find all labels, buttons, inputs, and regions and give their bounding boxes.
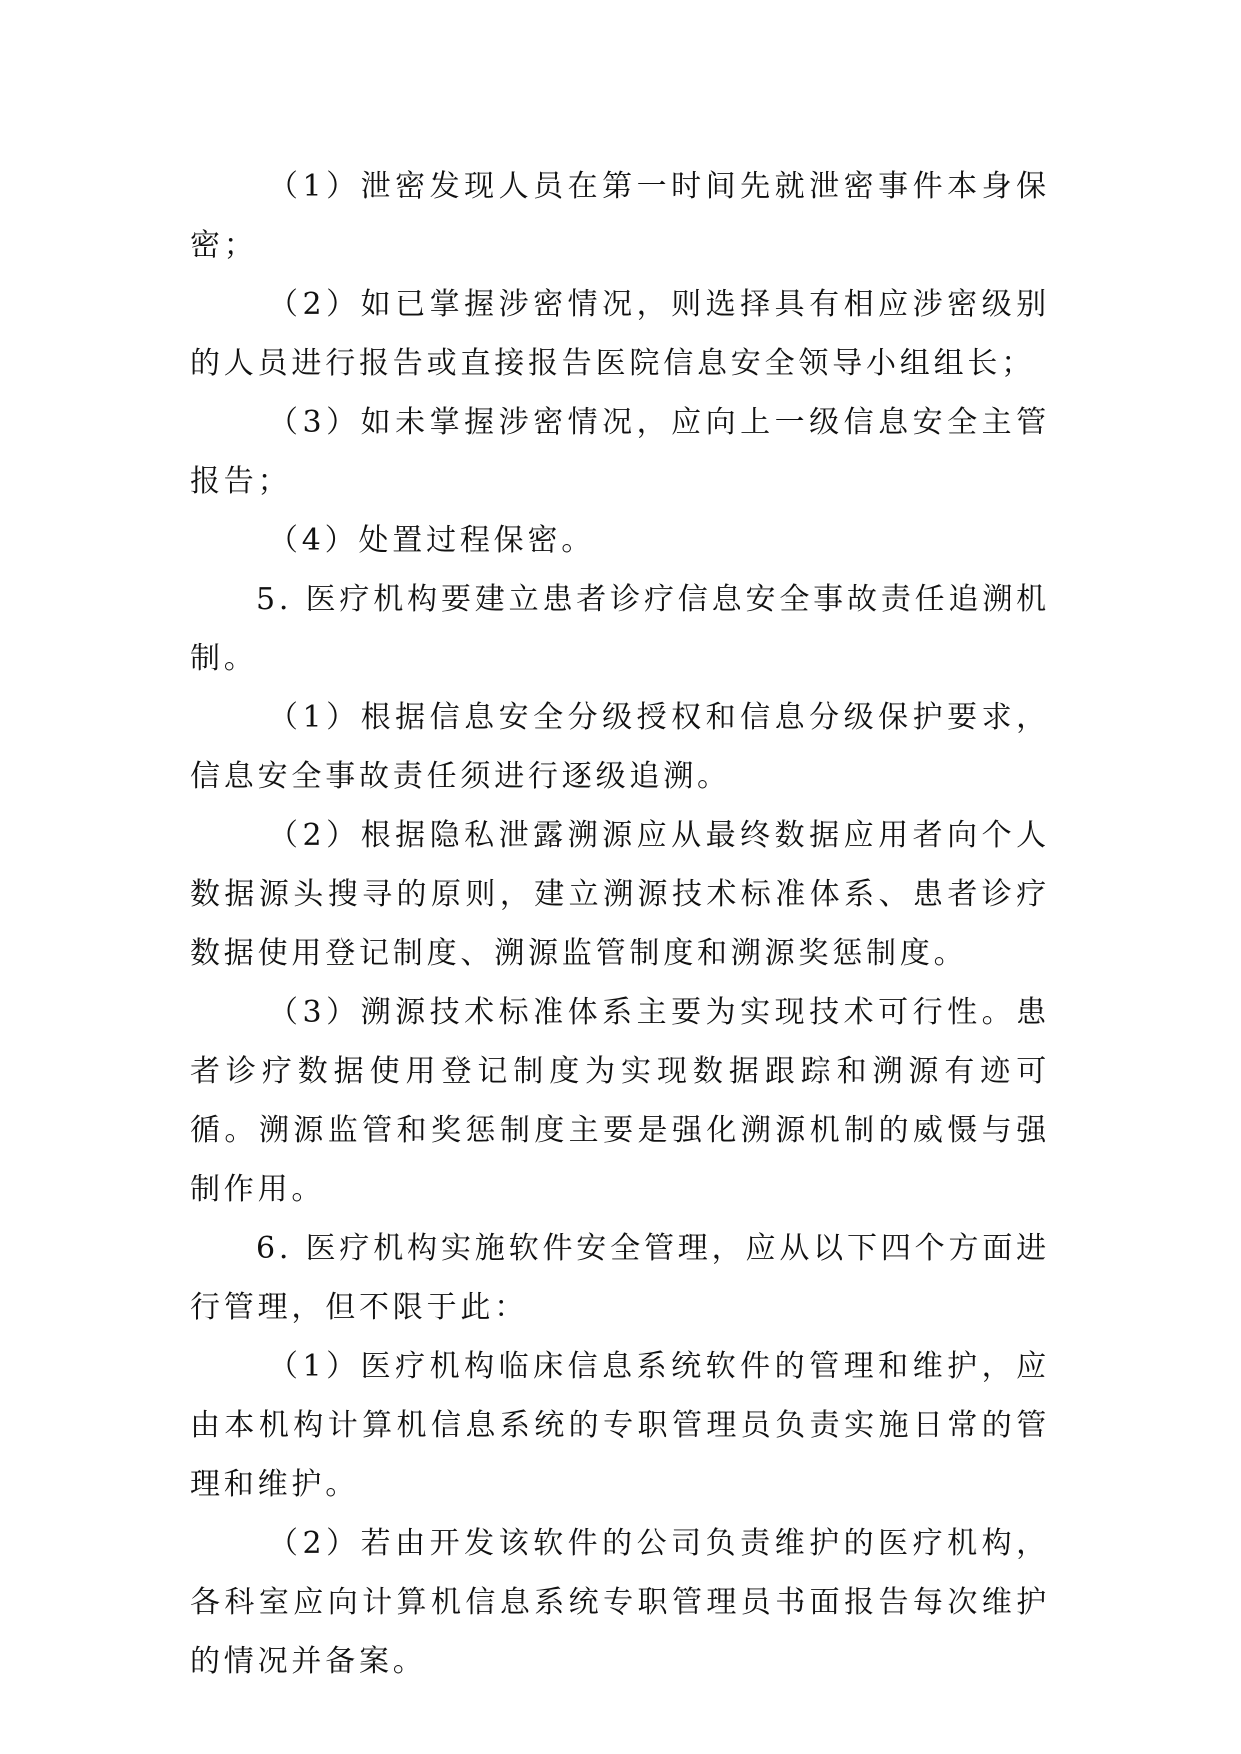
document-body xyxy=(190,157,1050,1691)
paragraph-leak-confidentiality: （1）泄密发现人员在第一时间先就泄密事件本身保密； xyxy=(190,169,1050,263)
paragraph-report-to-supervisor: （3）如未掌握涉密情况，应向上一级信息安全主管报告； xyxy=(190,405,1050,499)
paragraph-process-confidential: （4）处置过程保密。 xyxy=(268,523,596,558)
paragraph-vendor-maintenance: （2）若由开发该软件的公司负责维护的医疗机构，各科室应向计算机信息系统专职管理员书面报告每次维护的情况并备案。 xyxy=(190,1526,1050,1679)
paragraph-section-6-heading: 6. 医疗机构实施软件安全管理，应从以下四个方面进行管理，但不限于此： xyxy=(190,1231,1050,1325)
paragraph-graded-tracing: （1）根据信息安全分级授权和信息分级保护要求，信息安全事故责任须进行逐级追溯。 xyxy=(190,700,1050,794)
paragraph-report-with-clearance: （2）如已掌握涉密情况，则选择具有相应涉密级别的人员进行报告或直接报告医院信息安全领导小组组长； xyxy=(190,287,1050,381)
paragraph-tracing-principle: （2）根据隐私泄露溯源应从最终数据应用者向个人数据源头搜寻的原则，建立溯源技术标准体系、患者诊疗数据使用登记制度、溯源监管制度和溯源奖惩制度。 xyxy=(190,818,1050,971)
paragraph-section-5-heading: 5. 医疗机构要建立患者诊疗信息安全事故责任追溯机制。 xyxy=(190,582,1050,676)
paragraph-tracing-system-purpose: （3）溯源技术标准体系主要为实现技术可行性。患者诊疗数据使用登记制度为实现数据跟踪和溯源有迹可循。溯源监管和奖惩制度主要是强化溯源机制的威慑与强制作用。 xyxy=(190,995,1050,1207)
paragraph-software-maintenance: （1）医疗机构临床信息系统软件的管理和维护，应由本机构计算机信息系统的专职管理员负责实施日常的管理和维护。 xyxy=(190,1349,1050,1502)
